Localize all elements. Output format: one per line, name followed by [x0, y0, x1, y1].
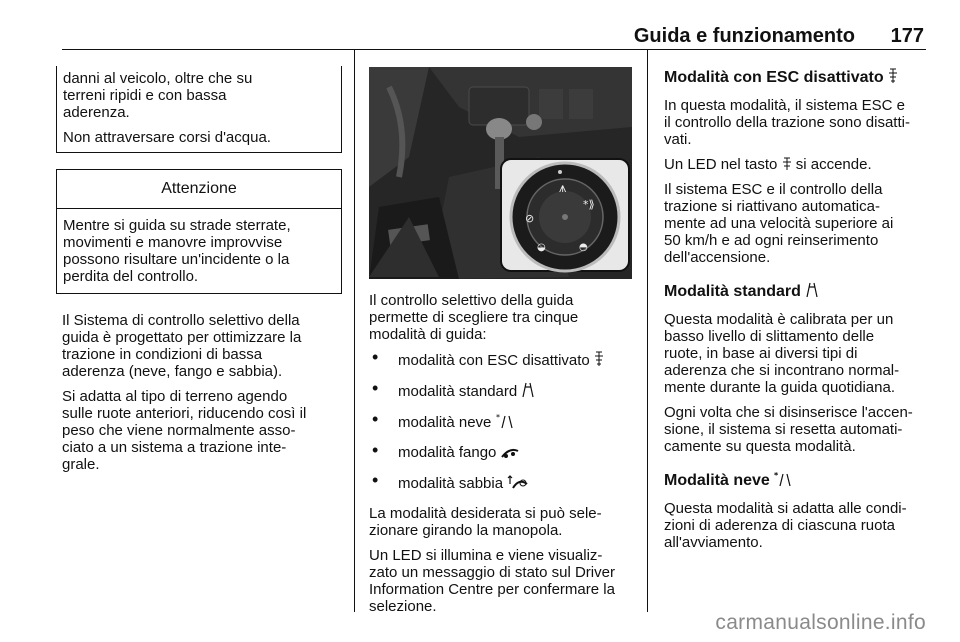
- line: zato un messaggio di stato sul Driver: [369, 564, 615, 581]
- standard-mode-icon: [805, 282, 819, 298]
- svg-text:*: *: [774, 471, 779, 480]
- mode-item-esc-off: • modalità con ESC disattivato: [369, 351, 631, 369]
- paragraph: [664, 181, 928, 266]
- paragraph: [664, 404, 928, 455]
- line: zioni di aderenza di ciascuna ruota: [664, 517, 895, 534]
- line: peso che viene normalmente asso-: [62, 422, 296, 439]
- standard-mode-icon: [521, 382, 535, 398]
- line: sione, il sistema si resetta automati-: [664, 421, 903, 438]
- line: guida è progettato per ottimizzare la: [62, 329, 302, 346]
- line: Information Centre per confermare la: [369, 581, 615, 598]
- paragraph: [664, 311, 928, 396]
- page-number: 177: [890, 25, 924, 47]
- line: trazione in condizioni di bassa: [62, 346, 263, 363]
- chapter-title: Guida e funzionamento: [633, 25, 855, 47]
- line: mente ad una velocità superiore ai: [664, 215, 894, 232]
- paragraph: [664, 97, 928, 148]
- esc-off-icon: [888, 68, 898, 84]
- line: all'avviamento.: [664, 534, 763, 551]
- line: Questa modalità si adatta alle condi-: [664, 500, 907, 517]
- column-divider-1: [354, 50, 355, 612]
- line: In questa modalità, il sistema ESC e: [664, 97, 905, 114]
- svg-text:*⟫: *⟫: [583, 198, 595, 211]
- line: vati.: [664, 131, 692, 148]
- line: mente durante la guida quotidiana.: [664, 379, 896, 396]
- line: camente su questa modalità.: [664, 438, 856, 455]
- column-1: [62, 72, 342, 481]
- line: zionare girando la manopola.: [369, 522, 563, 539]
- line: aderenza (neve, fango e sabbia).: [62, 363, 283, 380]
- snow-mode-icon: [774, 471, 792, 487]
- snow-mode-icon: [496, 413, 514, 429]
- continued-warning-box: [56, 66, 342, 153]
- line: il controllo della trazione sono disatti-: [664, 114, 910, 131]
- column-2: [369, 292, 631, 623]
- line: basso livello di slittamento delle: [664, 328, 875, 345]
- esc-off-icon: [594, 351, 604, 367]
- box-line: danni al veicolo, oltre che su: [63, 70, 253, 87]
- sand-mode-icon: [507, 474, 529, 490]
- paragraph: [369, 292, 631, 343]
- svg-text:◒: ◒: [537, 242, 546, 253]
- svg-text:*: *: [495, 413, 500, 422]
- warning-title: Attenzione: [57, 170, 341, 209]
- line: permette di scegliere tra cinque: [369, 309, 579, 326]
- line: Si adatta al tipo di terreno agendo: [62, 388, 288, 405]
- line: ciato a un sistema a trazione inte-: [62, 439, 287, 456]
- line: grale.: [62, 456, 100, 473]
- line: modalità di guida:: [369, 326, 487, 343]
- column-3: [664, 68, 928, 559]
- page-header: [0, 0, 960, 50]
- line: ruote, in base ai diversi tipi di: [664, 345, 858, 362]
- mode-item-sand: • modalità sabbia: [369, 474, 631, 492]
- box-line: aderenza.: [63, 104, 130, 121]
- text: Un LED nel tasto: [664, 156, 778, 173]
- column-divider-2: [647, 50, 648, 612]
- box-line: Non attraversare corsi d'acqua.: [63, 129, 271, 146]
- line: dell'accensione.: [664, 249, 771, 266]
- svg-text:⩚: ⩚: [559, 181, 567, 196]
- mode-item-standard: • modalità standard: [369, 382, 631, 400]
- warning-line: perdita del controllo.: [63, 268, 199, 285]
- mode-item-snow: • modalità neve *: [369, 413, 631, 431]
- paragraph: [664, 500, 928, 551]
- mode-item-mud: • modalità fango: [369, 444, 631, 461]
- esc-button-icon: [782, 157, 792, 171]
- paragraph: [369, 505, 631, 539]
- line: 50 km/h e ad ogni reinserimento: [664, 232, 879, 249]
- mud-mode-icon: [501, 445, 519, 459]
- heading-standard: Modalità standard: [664, 282, 928, 301]
- line: Il controllo selettivo della guida: [369, 292, 574, 309]
- warning-body: [57, 209, 341, 293]
- paragraph: [62, 388, 342, 473]
- line: Il sistema ESC e il controllo della: [664, 181, 883, 198]
- paragraph: [369, 547, 631, 615]
- warning-line: movimenti e manovre improvvise: [63, 234, 283, 251]
- line: Il Sistema di controllo selettivo della: [62, 312, 300, 329]
- line: sulle ruote anteriori, riducendo così il: [62, 405, 307, 422]
- line: Questa modalità è calibrata per un: [664, 311, 894, 328]
- heading-snow: Modalità neve *: [664, 471, 928, 490]
- mode-list: [369, 351, 631, 492]
- warning-line: possono risultare un'incidente o la: [63, 251, 290, 268]
- line: selezione.: [369, 598, 437, 615]
- watermark: carmanualsonline.info: [715, 611, 926, 634]
- paragraph: [62, 312, 342, 380]
- heading-esc-off: Modalità con ESC disattivato: [664, 68, 928, 87]
- dashboard-selector-photo: [369, 67, 632, 279]
- line: aderenza che si incontrano normal-: [664, 362, 900, 379]
- warning-box: [56, 169, 342, 294]
- line: trazione si riattivano automatica-: [664, 198, 880, 215]
- header-rule: [62, 49, 926, 50]
- svg-text:◓: ◓: [579, 242, 588, 253]
- svg-text:⊘: ⊘: [525, 212, 535, 225]
- line: La modalità desiderata si può sele-: [369, 505, 602, 522]
- box-line: terreni ripidi e con bassa: [63, 87, 227, 104]
- line: Un LED si illumina e viene visualiz-: [369, 547, 603, 564]
- paragraph: [664, 156, 928, 173]
- warning-line: Mentre si guida su strade sterrate,: [63, 217, 291, 234]
- text: si accende.: [795, 156, 872, 173]
- line: Ogni volta che si disinserisce l'accen-: [664, 404, 913, 421]
